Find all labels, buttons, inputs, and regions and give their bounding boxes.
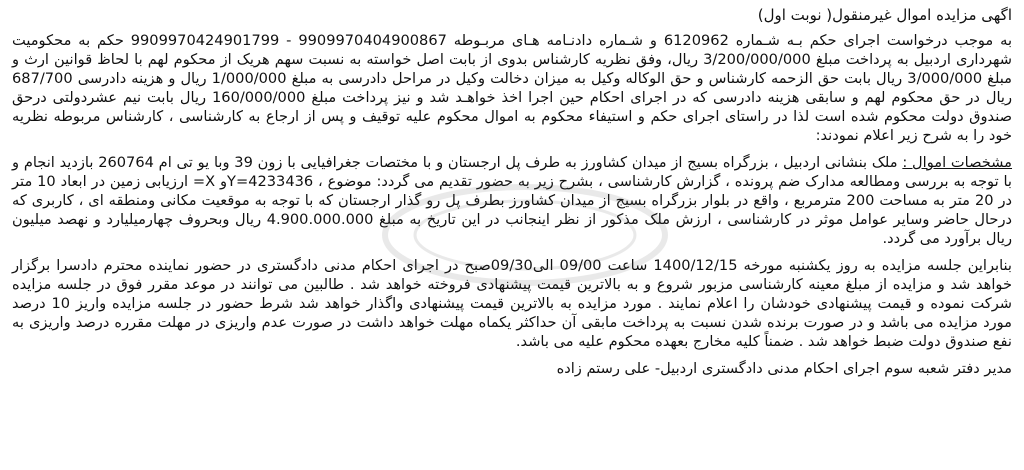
property-specs-label: مشخصات اموال :	[902, 154, 1013, 171]
property-specs	[12, 153, 1012, 248]
auction-terms: بنابراین جلسه مزایده به روز یکشنبه مورخه 1400/12/15 ساعت 09/00 الی09/30صبح در اجرای احکام مدنی دادگستری در حضور نماینده محترم دادسرا برگزار خواهد شد و مزایده از مبلغ معینه کارشناسی مزبور شروع و به بالاترین قیمت پیشنهادی فروخته خواهد شد . طالبین می توانند در موعد مقرر فوق در جلسه مزایده شرکت نموده و قیمت پیشنهادی خودشان را اعلام نمایند . مورد مزایده به بالاترین قیمت پیشنهادی واگذار خواهد شد شرط حضور در جلسه مزایده واریز 10 درصد مورد مزایده می باشد و در صورت برنده شدن نسبت به پرداخت مابقی آن حداکثر یکماه مهلت خواهد داشت در صورت عدم واریزی در مهلت مقرره درصد واریزی به نفع صندوق دولت ضبط خواهد شد . ضمناً کلیه مخارج بعهده محکوم علیه می باشد.	[12, 257, 1012, 350]
notice-intro: به موجب درخواست اجرای حکم بـه شـماره 6120962 و شـماره دادنـامه هـای مربـوطه 9909970404900867 - 9909970424901799 حکم به محکومیت شهرداری اردبیل به پرداخت مبلغ 3/200/000/000 ریال، وفق نظریه کارشناس بدوی از بابت اصل خواسته به نسبت سهم هریک از محکوم لهم با لحاظ قوانین ارث و مبلغ 3/000/000 ریال بابت حق الزحمه کارشناس و حق الوکاله وکیل به میزان دخالت وکیل در مراحل دادرسی به مبلغ 1/000/000 ریال و هزینه دادرسی 687/700 ریال در حق محکوم لهم و سابقی هزینه دادرسی که در اجرای احکام حین اجرا اخذ خواهـد شد و نیز پرداخت مبلغ 160/000/000 ریال بابت نیم عشردولتی درحق صندوق دولت محکوم شده است لذا در راستای اجرای حکم و استیفاء محکوم به اموال محکوم علیه توقیف و پس از ارجاع به کارشناسی ، کارشناس مربوطه نظریه خود را به شرح زیر اعلام نمودند:	[12, 32, 1013, 144]
signature-line: مدیر دفتر شعبه سوم اجرای احکام مدنی دادگستری اردبیل- علی رستم زاده	[556, 360, 1012, 377]
notice-title: اگهی مزایده اموال غیرمنقول( نوبت اول)	[757, 6, 1012, 24]
property-specs-text: ملک بنشانی اردبیل ، بزرگراه بسیج از میدان کشاورز به طرف پل ارجستان و با مختصات جغرافیایی با زون 39 وبا یو تی ام 260764 بازدید انجام و با توجه به بررسی ومطالعه مدارک ضم پرونده ، گزارش کارشناسی ، بشرح زیر به حضور تقدیم می گردد: موضوع ، Y=4233436و X= ارزیابی زمین در ابعاد 10 متر در 20 متر به مساحت 200 مترمربع ، واقع در بلوار بزرگراه بسیج از میدان کشاورز بطرف پل رو گذار ارجستان که با توجه به موقعیت مکانی ومنطقه ای ، کاربری که درحال حاضر وسایر عوامل موثر در کارشناسی ، ارزش ملک مذکور از نظر اینجانب در این تاریخ به مبلغ 4.900.000.000 ریال وبحروف چهارمیلیارد و نهصد میلیون ریال برآورد می گردد.	[12, 154, 1012, 247]
